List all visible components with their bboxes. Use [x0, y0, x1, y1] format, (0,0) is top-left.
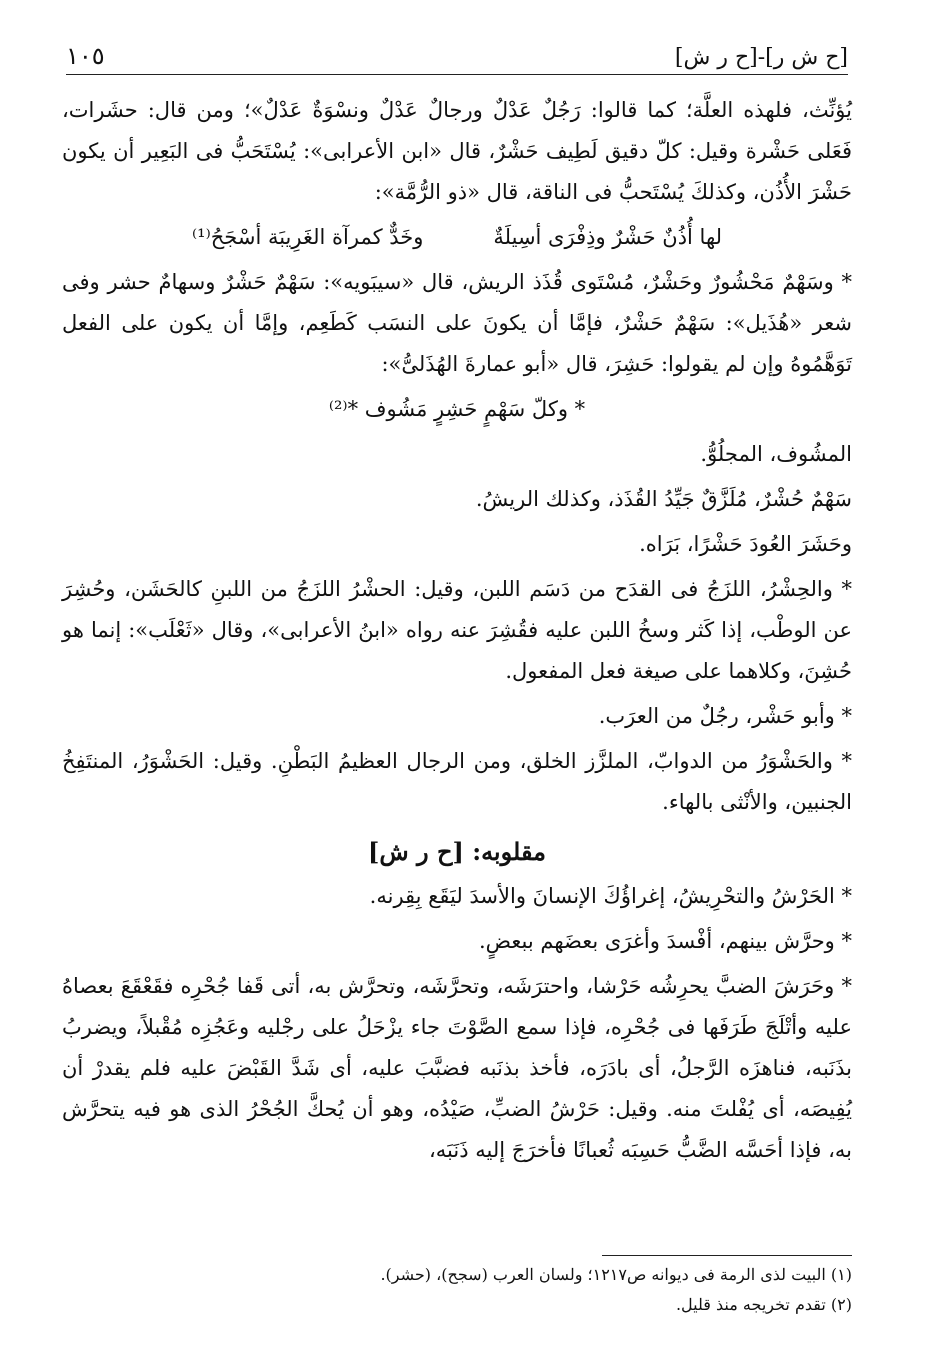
paragraph-7: * وأبو حَشْر، رجُلٌ من العرَب.: [598, 704, 852, 728]
paragraph-4: سَهْمٌ حُشْرٌ، مُلَزَّقٌ جَيِّدُ القُذَذ، وكذلك الريشُ.: [475, 487, 852, 511]
verse-hemistich-first: لها أُذُنٌ حَشْرٌ وذِفْرَى أسِيلَةٌ: [493, 225, 723, 249]
footnote-divider: [602, 1255, 852, 1256]
footnote-2: (٢) تقدم تخريجه منذ قليل.: [675, 1295, 852, 1314]
page-number: ١٠٥: [66, 42, 105, 70]
paragraph-8: * والحَشْوَرُ من الدوابّ، الملزَّز الخلق، ومن الرجال العظيمُ البَطْنِ. وقيل: الحَشْوَرُ، المنتَفِخُ الجنبين، والأنْثى بالهاء.: [62, 749, 852, 814]
paragraph-6: * والحِشْرُ، اللزَجُ فى القدَح من دَسَم اللبن، وقيل: الحشْرُ اللزَجُ من اللبنِ كالحَشَن، وحُشِرَ عن الوطْب، إذا كَثر وسخُ اللبن عليه فقُشِرَ عنه رواه «ابنُ الأعرابى»، وقال «ثَعْلَب»: إنما هو حُشِنَ، وكلاهما على صيغة فعل المفعول.: [62, 577, 852, 683]
paragraph-10: * وحرَّش بينهم، أفْسدَ وأغرَى بعضَهم ببعضٍ.: [478, 929, 852, 953]
body-text: [62, 90, 852, 1175]
paragraph-3: المشُوف، المجلُوُّ.: [700, 442, 852, 466]
paragraph-2: * وسَهْمٌ مَحْشُورٌ وحَشْرٌ، مُسْتَوى قُذَذ الريش، قال «سيبَويه»: سَهْمٌ حَشْرٌ وسهامٌ حشر وفى شعر «هُذَيل»: سَهْمٌ حَشْرٌ، فإمَّا أن يكونَ على النسَب كَطَعِم، وإمَّا أن يكون على الفعل تَوَهَّمُوهُ وإن لم يقولوا: حَشِرَ، قال «أبو عمارةَ الهُذَلىُّ»:: [62, 270, 852, 376]
paragraph-11: * وحَرَشَ الضبَّ يحرِشُه حَرْشا، واحترَشَه، وتحرَّشَه، وتحرَّش به، أتى قَفا جُحْرِه فقَعْقَعَ بعصاهُ عليه وأتْلَجَ طَرَفَها فى جُحْرِه، فإذا سمع الصَّوْتَ جاء يزْحَلُ على رجْليه وعَجُزِه مُقْبلاً، ويضربُ بذَنَبه، فناهزَه الرَّجلُ، أى بادَرَه، فأخذ بذنَبه فضبَّبَ عليه، أى شَدَّ القَبْضَ عليه فلم يقدرْ أن يُفِيصَه، أى يُفْلتَ منه. وقيل: حَرْشُ الضبِّ، صَيْدُه، وهو أن يُحكَّ الجُحْرُ الذى هو فيه يتحرَّش به، فإذا أحَسَّه الضَّبُّ حَسِبَه ثُعبانًا فأخرَجَ إليه ذَنَبَه،: [62, 974, 852, 1162]
paragraph-1: يُؤنِّث، فلهذه العلَّة؛ كما قالوا: رَجُلٌ عَدْلٌ ورجالٌ عَدْلٌ ونسْوَةٌ عَدْلٌ»؛ ومن قال: حشَرات، فَعَلى حَشْرة وقيل: كلّ دقيق لَطِيف حَشْرٌ، قال «ابن الأعرابى»: يُسْتَحَبُّ فى البَعِير أن يكون حَشْرَ الأُذُن، وكذلكَ يُسْتَحبُّ فى الناقة، قال «ذو الرُّمَّة»:: [62, 98, 852, 204]
footnotes: [62, 1255, 852, 1320]
verse-dhu-al-rumma: [62, 217, 852, 258]
verse-hemistich-second: وخَدٌّ كمرآة الغَرِيبَة أسْجَحُ⁽¹⁾: [191, 225, 424, 249]
paragraph-9: * الحَرْشُ والتحْرِيشُ، إغراؤُكَ الإنسانَ والأسدَ ليَقَع بِقِرنه.: [369, 884, 852, 908]
footnote-1: (١) البيت لذى الرمة فى ديوانه ص١٢١٧؛ ولسان العرب (سجح)، (حشر).: [380, 1265, 852, 1284]
paragraph-5: وحَشَرَ العُودَ حَشْرًا، بَرَاه.: [639, 532, 852, 556]
section-heading: مقلوبه: [ح ر ش]: [368, 837, 546, 866]
verse-abu-umara: * وكلّ سَهْمٍ حَشِرٍ مَشُوف *⁽²⁾: [328, 397, 586, 421]
running-head: [ح ش ر]-[ح ر ش]: [674, 45, 848, 70]
page-header: [66, 40, 848, 75]
